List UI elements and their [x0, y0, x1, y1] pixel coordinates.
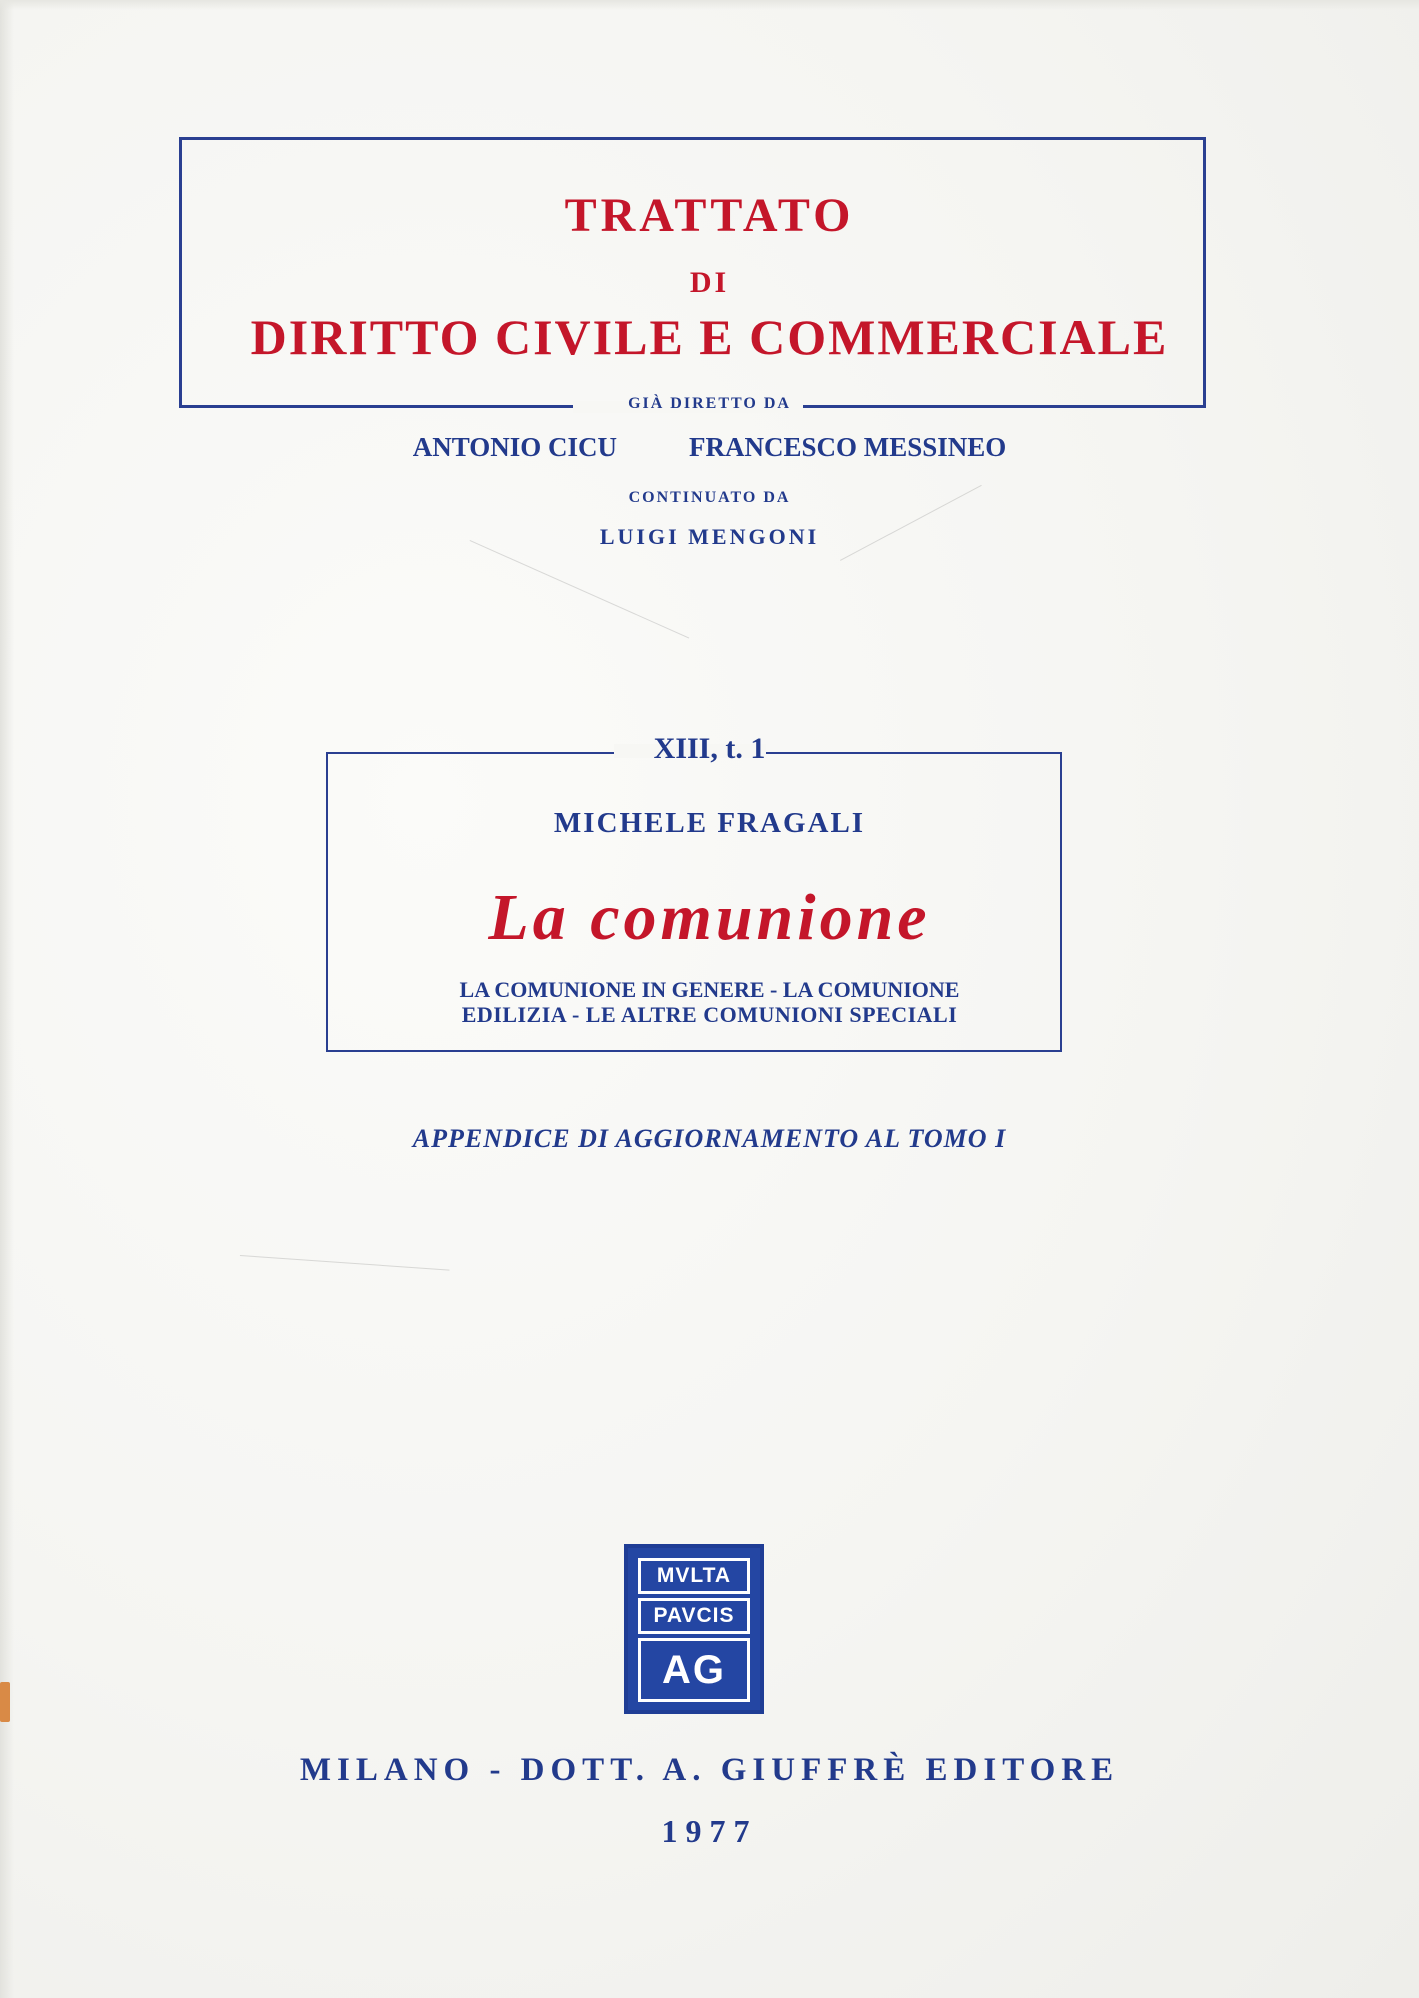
appendix-note: APPENDICE DI AGGIORNAMENTO AL TOMO I: [412, 1124, 1007, 1153]
series-title-line-1: TRATTATO: [564, 189, 855, 242]
directed-by-label: GIÀ DIRETTO DA: [628, 395, 791, 412]
volume-subtitle-line-2: EDILIZIA - LE ALTRE COMUNIONI SPECIALI: [461, 1002, 958, 1027]
publisher-imprint: MILANO - DOTT. A. GIUFFRÈ EDITORE: [299, 1752, 1120, 1788]
series-title-line-2: DI: [689, 266, 730, 299]
director-1: ANTONIO CICU: [412, 432, 617, 462]
continued-by-name: LUIGI MENGONI: [599, 524, 820, 549]
volume-number: XIII, t. 1: [653, 732, 766, 765]
director-2: FRANCESCO MESSINEO: [688, 432, 1007, 462]
continued-by-label: CONTINUATO DA: [628, 489, 791, 506]
volume-title: La comunione: [488, 881, 931, 954]
publisher-logo: [624, 1544, 764, 1714]
volume-subtitle-line-1: LA COMUNIONE IN GENERE - LA COMUNIONE: [459, 977, 960, 1002]
logo-monogram: AG: [638, 1638, 750, 1702]
directors: [0, 431, 1419, 463]
logo-text-line-2: PAVCIS: [638, 1598, 750, 1634]
series-title-line-3: DIRITTO CIVILE E COMMERCIALE: [250, 309, 1169, 365]
logo-text-line-1: MVLTA: [638, 1558, 750, 1594]
cover-top-edge-shadow: [0, 0, 1419, 10]
price-sticker-remnant: [0, 1682, 10, 1722]
publication-year: 1977: [661, 1813, 758, 1849]
volume-author: MICHELE FRAGALI: [553, 807, 866, 839]
